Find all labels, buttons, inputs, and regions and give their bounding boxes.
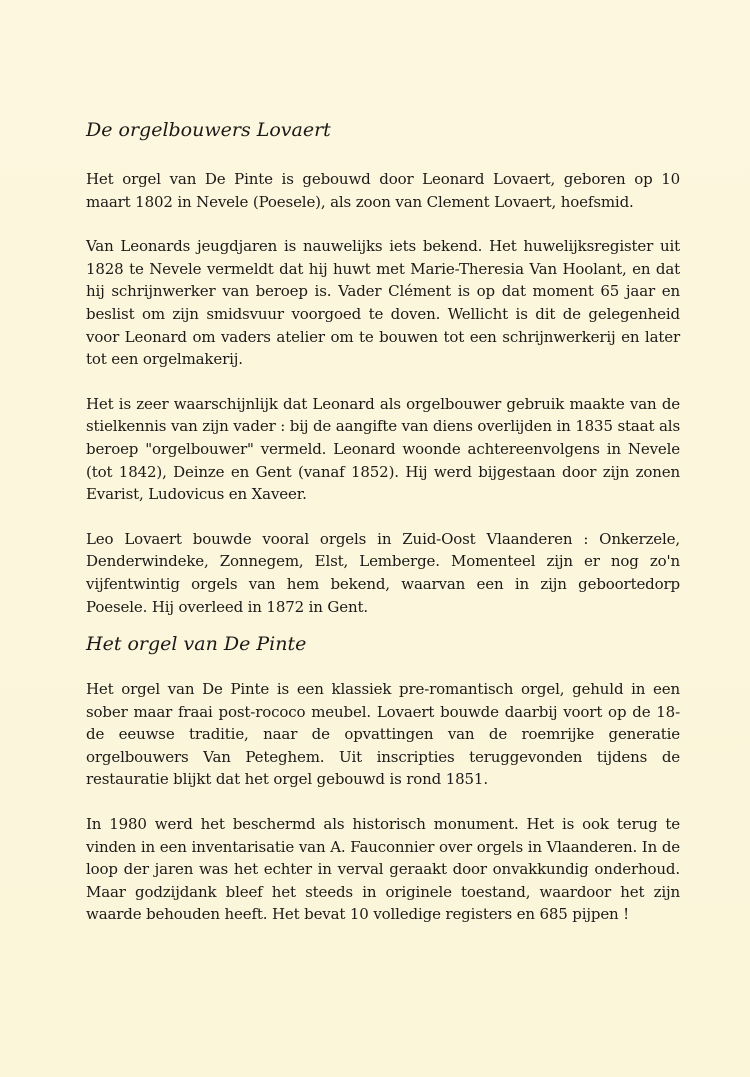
section-heading-organ-builders: De orgelbouwers Lovaert bbox=[86, 119, 331, 141]
section-heading-organ: Het orgel van De Pinte bbox=[86, 633, 307, 656]
paragraph-organ-monument: In 1980 werd het beschermd als historisch monument. Het is ook terug te vinden in een inventarisatie van A. Fauconnier over orgels in Vlaanderen. In de loop der jaren was het echter in verval geraakt door onvakkundig onderhoud. Maar godzijdank bleef het steeds in originele toestand, waardoor het zijn waarde behouden heeft. Het bevat 10 volledige registers en 685 pijpen ! bbox=[86, 815, 680, 924]
document-body bbox=[86, 118, 680, 926]
paragraph-birth: Het orgel van De Pinte is gebouwd door Leonard Lovaert, geboren op 10 maart 1802 in Nevele (Poesele), als zoon van Clement Lovaert, hoefsmid. bbox=[86, 170, 680, 211]
paragraph-organ-description: Het orgel van De Pinte is een klassiek pre-romantisch orgel, gehuld in een sober maar fraai post-rococo meubel. Lovaert bouwde daarbij voort op de 18-de eeuwse traditie, naar de opvattingen van de roemrijke generatie orgelbouwers Van Peteghem. Uit inscripties teruggevonden tijdens de restauratie blijkt dat het orgel gebouwd is rond 1851. bbox=[86, 680, 680, 789]
paragraph-career: Het is zeer waarschijnlijk dat Leonard als orgelbouwer gebruik maakte van de stielkennis van zijn vader : bij de aangifte van diens overlijden in 1835 staat als beroep "orgelbouwer" vermeld. Leonard woonde achtereenvolgens in Nevele (tot 1842), Deinze en Gent (vanaf 1852). Hij werd bijgestaan door zijn zonen Evarist, Ludovicus en Xaveer. bbox=[86, 394, 680, 504]
paragraph-works: Leo Lovaert bouwde vooral orgels in Zuid-Oost Vlaanderen : Onkerzele, Denderwindeke, Zonnegem, Elst, Lemberge. Momenteel zijn er nog zo'n vijfentwintig orgels van hem bekend, waarvan een in zijn geboortedorp Poesele. Hij overleed in 1872 in Gent. bbox=[86, 529, 680, 616]
paragraph-youth: Van Leonards jeugdjaren is nauwelijks iets bekend. Het huwelijksregister uit 1828 te Nevele vermeldt dat hij huwt met Marie-Theresia Van Hoolant, en dat hij schrijnwerker van beroep is. Vader Clément is op dat moment 65 jaar en beslist om zijn smidsvuur voorgoed te doven. Wellicht is dit de gelegenheid voor Leonard om vaders atelier om te bouwen tot een schrijnwerkerij en later tot een orgelmakerij. bbox=[86, 237, 680, 369]
